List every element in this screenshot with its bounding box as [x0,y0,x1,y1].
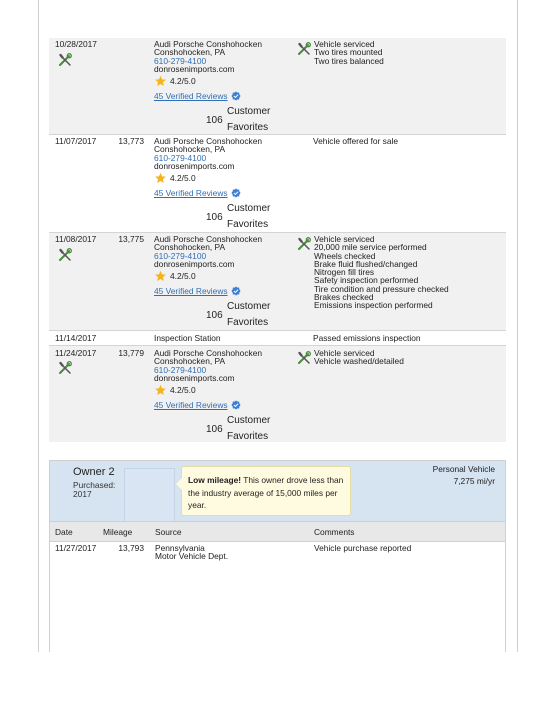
comment-line: Emissions inspection performed [314,300,433,311]
vehicle-type: Personal Vehicle [432,464,495,474]
source-rating [154,270,304,282]
source-phone[interactable]: 610-279-4100 [154,152,207,163]
history-row [49,331,506,346]
source-phone[interactable]: 610-279-4100 [154,364,207,375]
record-comments [297,235,487,310]
source-website: donrosenimports.com [154,63,235,74]
customer-favorites [154,411,304,445]
verified-reviews-link[interactable] [154,400,304,410]
source-website: donrosenimports.com [154,160,235,171]
source-phone[interactable]: 610-279-4100 [154,55,207,66]
record-mileage: 13,793 [118,543,144,553]
source-city: Conshohocken, PA [154,47,226,58]
tooltip-arrow [176,478,182,490]
favorites-count: 106 [206,212,223,224]
record-comments: Vehicle purchase reported [314,543,412,553]
owner2-section [49,460,506,652]
source-name: Audi Porsche Conshohocken [154,136,263,146]
source-rating [154,75,304,87]
owner-vehicle-usage [433,464,495,487]
owner-location-box [124,468,175,521]
history-row [49,346,506,442]
favorites-count: 106 [206,115,223,127]
customer-favorites [154,102,304,136]
page-border-right [517,0,518,652]
record-comments [313,334,503,342]
comment-line: Vehicle serviced [314,348,375,358]
source-city: Conshohocken, PA [154,144,226,155]
record-mileage: 13,779 [118,348,144,358]
record-source [154,235,304,331]
comment-line: Safety inspection performed [314,275,419,286]
comment-line: Passed emissions inspection [313,333,421,343]
history-row [49,38,506,135]
comment-line: Vehicle serviced [314,234,375,244]
verified-badge-icon [231,400,241,410]
record-date: 10/28/2017 [55,39,97,49]
record-date: 11/27/2017 [55,543,97,553]
verified-badge-icon [231,188,241,198]
record-mileage: 13,775 [118,234,144,244]
favorites-label: Customer Favorites [227,106,271,134]
favorites-count: 106 [206,310,223,322]
history-row [49,135,506,233]
source-name: Audi Porsche Conshohocken [154,234,263,244]
rating-value: 4.2/5.0 [170,271,196,282]
source-website: donrosenimports.com [154,372,235,383]
rating-value: 4.2/5.0 [170,76,196,87]
comment-line: Two tires mounted [314,47,383,58]
verified-badge-icon [231,286,241,296]
record-date: 11/14/2017 [55,333,97,343]
page-border-left [38,0,39,652]
wrench-screwdriver-icon [58,53,72,67]
verified-reviews-link[interactable] [154,188,304,198]
record-source: Inspection Station [154,333,221,343]
owner-purchased: Purchased: 2017 [73,480,116,499]
source-rating [154,384,304,396]
customer-favorites [154,199,304,233]
star-icon [154,384,167,396]
source-city: Conshohocken, PA [154,242,226,253]
verified-badge-icon [231,91,241,101]
favorites-label: Customer Favorites [227,415,271,443]
verified-reviews-link[interactable] [154,286,304,296]
favorites-label: Customer Favorites [227,301,271,329]
customer-favorites [154,297,304,331]
record-mileage: 13,773 [118,136,144,146]
record-source [154,349,304,445]
rating-value: 4.2/5.0 [170,385,196,396]
star-icon [154,172,167,184]
column-date: Date [55,527,73,537]
comment-line: 20,000 mile service performed [314,242,427,253]
comment-line: Vehicle offered for sale [313,136,399,146]
comment-line: Vehicle serviced [314,39,375,49]
low-mileage-tooltip [181,466,351,516]
comment-line: Brakes checked [314,292,374,303]
verified-reviews-link[interactable] [154,91,304,101]
favorites-label: Customer Favorites [227,203,271,231]
owner-title: Owner 2 [73,466,115,478]
star-icon [154,270,167,282]
reviews-label: 45 Verified Reviews [154,91,228,102]
favorites-count: 106 [206,424,223,436]
wrench-screwdriver-icon [58,361,72,375]
source-name: Audi Porsche Conshohocken [154,348,263,358]
star-icon [154,75,167,87]
comment-line: Tire condition and pressure checked [314,283,449,294]
history-row [49,233,506,331]
record-source: Pennsylvania Motor Vehicle Dept. [155,543,229,562]
record-comments [297,349,487,366]
record-source [154,137,304,233]
comment-line: Brake fluid flushed/changed [314,258,418,269]
wrench-screwdriver-icon [58,248,72,262]
tooltip-headline: Low mileage! [188,475,242,485]
record-date: 11/08/2017 [55,234,97,244]
rating-value: 4.2/5.0 [170,173,196,184]
owner2-header [50,461,505,521]
service-wrench-icon [297,237,311,251]
source-rating [154,172,304,184]
record-comments [297,40,487,65]
service-wrench-icon [297,42,311,56]
reviews-label: 45 Verified Reviews [154,286,228,297]
reviews-label: 45 Verified Reviews [154,188,228,199]
miles-per-year: 7,275 mi/yr [453,475,495,486]
column-source: Source [155,527,182,537]
source-website: donrosenimports.com [154,258,235,269]
comment-line: Wheels checked [314,250,376,261]
comment-line: Vehicle washed/detailed [314,356,404,367]
record-date: 11/07/2017 [55,136,97,146]
reviews-label: 45 Verified Reviews [154,400,228,411]
comment-line: Nitrogen fill tires [314,267,375,278]
history-table-header [50,521,505,542]
column-mileage: Mileage [103,527,133,537]
service-wrench-icon [297,351,311,365]
source-city: Conshohocken, PA [154,356,226,367]
record-source [154,40,304,136]
source-name: Audi Porsche Conshohocken [154,39,263,49]
column-comments: Comments [314,527,355,537]
record-date: 11/24/2017 [55,348,97,358]
tooltip-text: This owner drove less than the industry average of 15,000 miles per year. [188,475,344,510]
record-comments [313,137,503,145]
source-phone[interactable]: 610-279-4100 [154,250,207,261]
comment-line: Two tires balanced [314,55,384,66]
